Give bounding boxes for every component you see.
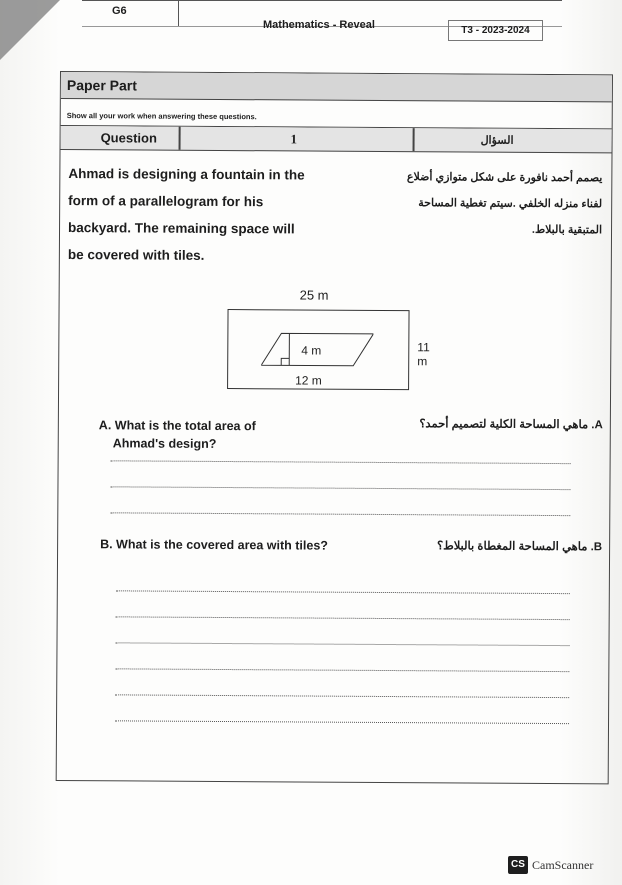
question-header-row xyxy=(61,126,612,153)
rect-width-label: 25 m xyxy=(299,287,329,303)
folded-corner xyxy=(0,0,60,60)
section-title: Paper Part xyxy=(66,77,138,94)
question-number: 1 xyxy=(290,131,298,147)
stem-line-ar: لفناء منزله الخلفي .سيتم تغطية المساحة xyxy=(418,197,603,211)
answer-line[interactable] xyxy=(116,616,570,620)
question-frame xyxy=(56,71,613,784)
answer-line[interactable] xyxy=(115,720,569,724)
answer-line[interactable] xyxy=(116,642,570,646)
part-b-question-arabic: B. ماهي المساحة المغطاة بالبلاط؟ xyxy=(436,540,603,554)
term-box xyxy=(448,20,543,41)
stem-line-ar: يصمم أحمد نافورة على شكل متوازي أضلاع xyxy=(406,171,603,185)
header-top-line xyxy=(82,0,562,1)
stem-line-ar: المتبقية بالبلاط. xyxy=(531,223,603,237)
part-a-line-2: Ahmad's design? xyxy=(112,436,217,451)
answer-line[interactable] xyxy=(110,512,570,516)
answer-line[interactable] xyxy=(110,486,570,490)
instructions-text: Show all your work when answering these questions. xyxy=(66,111,257,122)
part-a-question xyxy=(99,416,256,453)
stem-line: be covered with tiles. xyxy=(67,247,205,263)
answer-line[interactable] xyxy=(115,668,569,672)
part-a-question-arabic: A. ماهي المساحة الكلية لتصميم أحمد؟ xyxy=(419,418,603,432)
term-label: T3 - 2023-2024 xyxy=(461,25,530,36)
section-title-row xyxy=(61,72,612,102)
para-height-label: 4 m xyxy=(301,343,322,358)
question-col-divider-2 xyxy=(413,128,415,151)
fountain-diagram xyxy=(227,283,428,414)
question-stem-arabic xyxy=(360,164,602,243)
header-strip xyxy=(82,0,562,42)
part-a-line-1: A. What is the total area of xyxy=(98,418,256,434)
stem-line: form of a parallelogram for his xyxy=(68,193,264,210)
camscanner-label: CamScanner xyxy=(532,858,594,872)
subject-label: Mathematics - Reveal xyxy=(263,19,375,31)
camscanner-logo-icon: CS xyxy=(508,856,528,874)
grade-label: G6 xyxy=(112,5,127,17)
rect-height-label: 11 m xyxy=(417,340,430,369)
question-stem-english xyxy=(68,160,339,270)
stem-line: backyard. The remaining space will xyxy=(67,220,295,237)
question-label-arabic: السؤال xyxy=(480,134,514,147)
answer-line[interactable] xyxy=(116,590,570,594)
question-label: Question xyxy=(100,130,157,146)
header-divider xyxy=(178,0,179,26)
part-b-question: B. What is the covered area with tiles? xyxy=(100,537,328,553)
answer-line[interactable] xyxy=(115,694,569,698)
right-angle-mark xyxy=(281,358,289,365)
para-base-label: 12 m xyxy=(295,373,322,388)
answer-line[interactable] xyxy=(111,460,571,464)
stem-line: Ahmad is designing a fountain in the xyxy=(68,166,305,183)
instructions-row xyxy=(61,99,612,129)
question-col-divider-1 xyxy=(179,127,181,150)
